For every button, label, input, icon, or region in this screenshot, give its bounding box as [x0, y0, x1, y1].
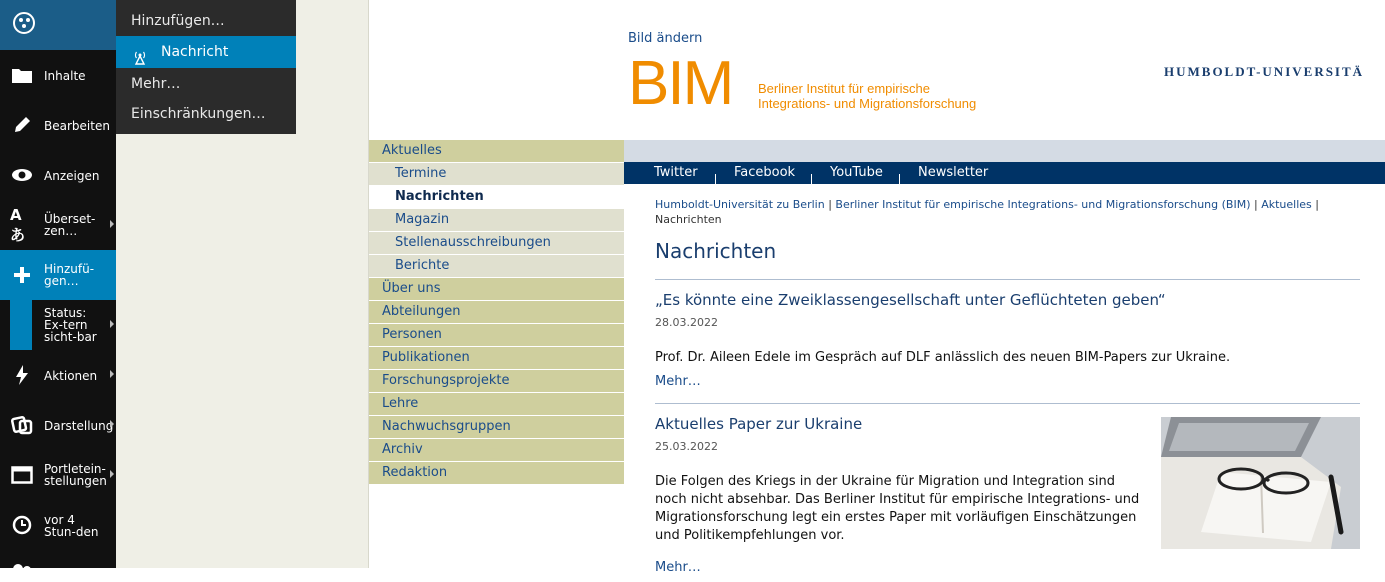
humboldt-logo[interactable]: HUMBOLDT-UNIVERSITÄ [1164, 64, 1365, 79]
youtube-link[interactable]: YouTube [830, 165, 883, 180]
nav-item[interactable]: Publikationen [369, 347, 624, 369]
toolbar-label: vor 4 Stun-den [44, 513, 99, 539]
nav-item-current[interactable]: Nachrichten [369, 186, 624, 208]
breadcrumb-separator: | [1315, 198, 1319, 211]
broadcast-icon [133, 45, 147, 59]
plus-icon [10, 263, 34, 287]
toolbar-label: Aktionen [44, 369, 98, 383]
toolbar-label: Bearbeiten [44, 119, 110, 133]
nav-item[interactable]: Termine [369, 163, 624, 185]
separator [811, 174, 812, 184]
news-image[interactable] [1161, 417, 1360, 549]
display-icon [10, 413, 34, 437]
toolbar-actions[interactable] [0, 350, 116, 400]
add-more-item[interactable]: Mehr… [131, 76, 181, 92]
toolbar-label: Darstellung [44, 419, 114, 433]
add-news-label: Nachricht [161, 44, 229, 60]
news-description-line: noch nicht absehbar. Das Berliner Institut für empirische Integrations- und [655, 492, 1140, 507]
add-menu-header: Hinzufügen… [131, 13, 225, 29]
toolbar-contents[interactable] [0, 50, 116, 100]
plone-logo-icon [13, 12, 35, 34]
toolbar-label: Status: Ex-tern sicht-bar [44, 306, 97, 344]
news-description-line: und Politikempfehlungen vor. [655, 528, 845, 543]
bim-logo-subtitle [758, 81, 976, 111]
toolbar-user[interactable] [0, 552, 116, 568]
breadcrumb-separator: | [828, 198, 832, 211]
add-news-item[interactable] [116, 36, 296, 68]
toolbar-add[interactable] [0, 250, 116, 300]
news-date: 25.03.2022 [655, 440, 718, 453]
separator [899, 174, 900, 184]
nav-item[interactable]: Stellenausschreibungen [369, 232, 624, 254]
toolbar-portlets[interactable] [0, 450, 116, 500]
folder-icon [10, 63, 34, 87]
portlet-icon [10, 463, 34, 487]
restrictions-item[interactable]: Einschränkungen… [131, 106, 266, 122]
nav-item[interactable]: Redaktion [369, 462, 624, 484]
change-image-link[interactable]: Bild ändern [628, 31, 703, 46]
news-description [655, 473, 1155, 545]
toolbar-display[interactable] [0, 400, 116, 450]
toolbar-translate[interactable] [0, 200, 116, 250]
news-description: Prof. Dr. Aileen Edele im Gespräch auf DLF anlässlich des neuen BIM-Papers zur Ukraine. [655, 350, 1231, 365]
nav-item[interactable]: Forschungsprojekte [369, 370, 624, 392]
nav-item[interactable]: Aktuelles [369, 140, 624, 162]
chevron-right-icon [110, 370, 114, 378]
social-bar-top [624, 140, 1385, 162]
bim-subtitle-line: Berliner Institut für empirische [758, 81, 930, 96]
divider [655, 403, 1360, 404]
section-navigation [369, 140, 624, 485]
breadcrumb-link[interactable]: Berliner Institut für empirische Integrations- und Migrationsforschung (BIM) [835, 198, 1251, 211]
news-date: 28.03.2022 [655, 316, 718, 329]
nav-item[interactable]: Abteilungen [369, 301, 624, 323]
toolbar-view[interactable] [0, 150, 116, 200]
nav-item[interactable]: Magazin [369, 209, 624, 231]
plone-logo-button[interactable] [0, 0, 116, 50]
chevron-right-icon [110, 220, 114, 228]
nav-item[interactable]: Archiv [369, 439, 624, 461]
nav-item[interactable]: Lehre [369, 393, 624, 415]
chevron-right-icon [110, 420, 114, 428]
chevron-right-icon [110, 470, 114, 478]
add-dropdown-menu [116, 0, 296, 134]
news-description-line: Die Folgen des Kriegs in der Ukraine für Migration und Integration sind [655, 474, 1116, 489]
breadcrumb-link[interactable]: Aktuelles [1261, 198, 1312, 211]
news-title-link[interactable]: Aktuelles Paper zur Ukraine [655, 415, 863, 433]
facebook-link[interactable]: Facebook [734, 165, 796, 180]
breadcrumb [655, 197, 1345, 227]
toolbar-status[interactable] [0, 300, 116, 350]
toolbar-label: Überset-zen… [44, 212, 96, 238]
clock-icon [10, 513, 34, 537]
toolbar-label: Portletein-stellungen [44, 462, 107, 488]
nav-item[interactable]: Nachwuchsgruppen [369, 416, 624, 438]
lightning-icon [10, 363, 34, 387]
toolbar-label: Hinzufü-gen… [44, 262, 95, 288]
twitter-link[interactable]: Twitter [654, 165, 698, 180]
nav-item[interactable]: Berichte [369, 255, 624, 277]
news-title-link[interactable]: „Es könnte eine Zweiklassengesellschaft unter Geflüchteten geben“ [655, 291, 1166, 309]
news-description-line: Migrationsforschung legt ein erstes Paper mit vorläufigen Einschätzungen [655, 510, 1137, 525]
social-bar [624, 162, 1385, 184]
user-icon [10, 558, 34, 582]
toolbar-edit[interactable] [0, 100, 116, 150]
toolbar-label: Anzeigen [44, 169, 100, 183]
translate-icon: Aあ [10, 205, 26, 244]
breadcrumb-current: Nachrichten [655, 213, 722, 226]
chevron-right-icon [110, 320, 114, 328]
news-more-link[interactable]: Mehr… [655, 560, 701, 575]
plone-toolbar [0, 0, 116, 568]
toolbar-history[interactable] [0, 500, 116, 550]
eye-icon [10, 163, 34, 187]
newsletter-link[interactable]: Newsletter [918, 165, 989, 180]
status-icon [10, 300, 32, 350]
separator [715, 174, 716, 184]
breadcrumb-link[interactable]: Humboldt-Universität zu Berlin [655, 198, 825, 211]
laptop-glasses-photo [1161, 417, 1360, 549]
divider [655, 279, 1360, 280]
nav-item[interactable]: Personen [369, 324, 624, 346]
bim-logo[interactable]: BIM [628, 49, 733, 118]
pencil-icon [10, 113, 34, 137]
news-more-link[interactable]: Mehr… [655, 374, 701, 389]
page-title: Nachrichten [655, 239, 777, 263]
bim-subtitle-line: Integrations- und Migrationsforschung [758, 96, 977, 111]
breadcrumb-separator: | [1254, 198, 1258, 211]
toolbar-label: Inhalte [44, 69, 86, 83]
nav-item[interactable]: Über uns [369, 278, 624, 300]
